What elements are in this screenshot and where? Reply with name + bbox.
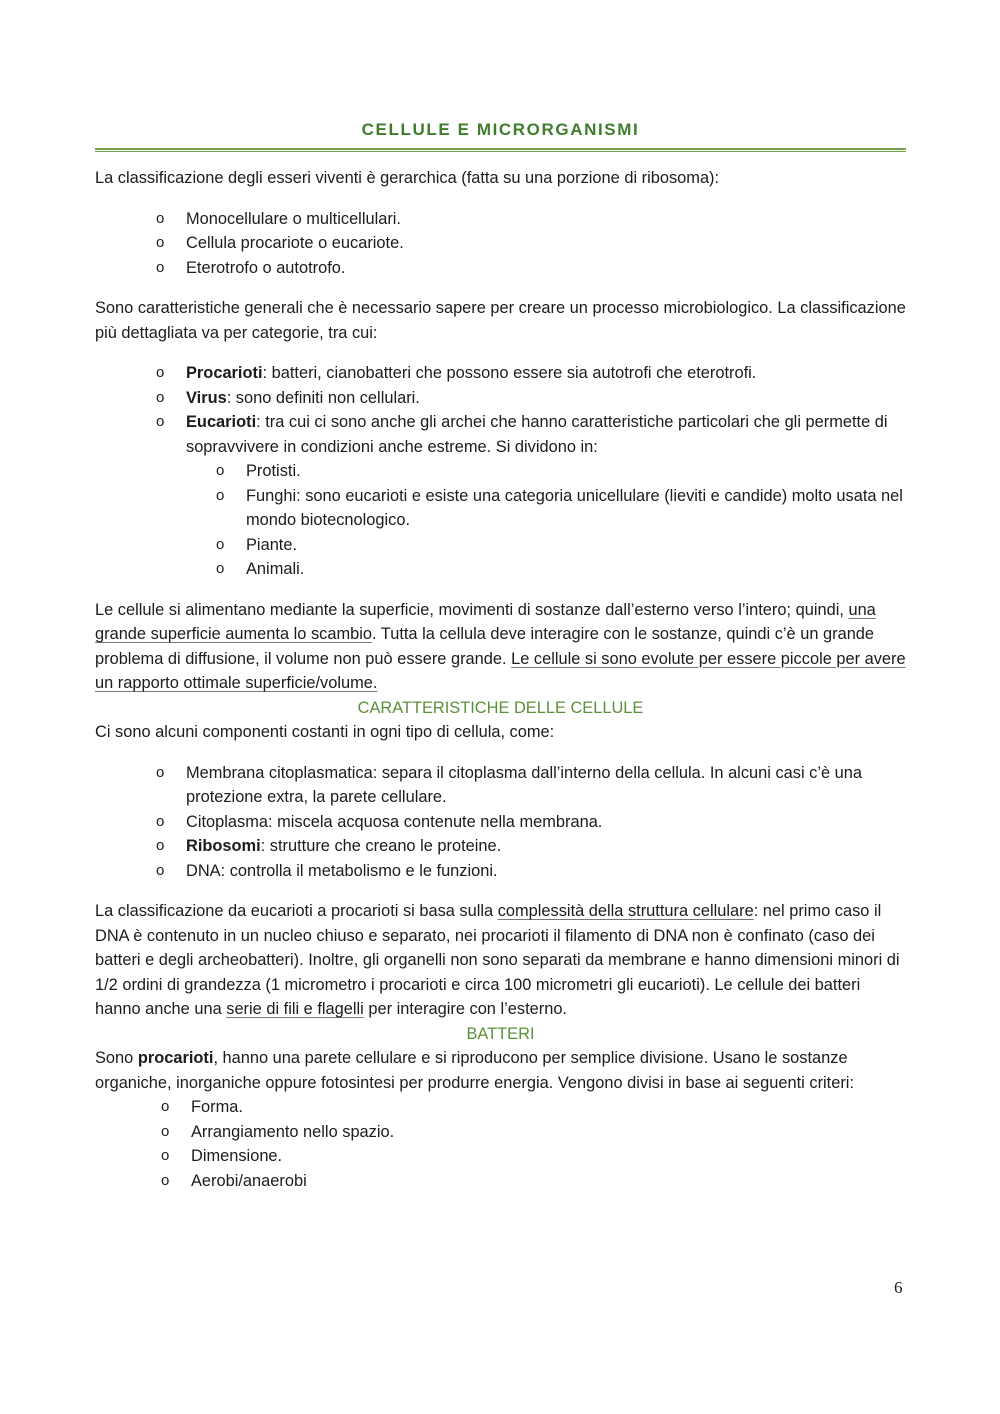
- underlined-text: complessità della struttura cellulare: [497, 902, 754, 920]
- list-item: o Forma.: [95, 1095, 906, 1120]
- underlined-text: serie di fili e flagelli: [226, 1000, 364, 1018]
- bullet-icon: o: [156, 812, 165, 830]
- bullet-icon: o: [216, 535, 225, 553]
- term-bold: Ribosomi: [186, 837, 261, 855]
- sub-list-item: o Piante.: [95, 533, 906, 558]
- list-item: o Ribosomi: strutture che creano le proteine.: [95, 834, 906, 859]
- title-divider: [95, 148, 906, 152]
- sub-list-item: o Funghi: sono eucarioti e esiste una categoria unicellulare (lieviti e candide) molto usata nel mondo biotecnologico.: [95, 484, 906, 533]
- term-bold: procarioti: [137, 1049, 214, 1067]
- categories-list: [95, 361, 906, 582]
- bullet-icon: o: [216, 486, 225, 504]
- bullet-icon: o: [161, 1171, 170, 1189]
- bullet-icon: o: [161, 1147, 170, 1164]
- section-heading: CARATTERISTICHE DELLE CELLULE: [357, 698, 644, 717]
- sub-list-item: o Animali.: [95, 557, 906, 582]
- categories-paragraph: Sono caratteristiche generali che è necessario sapere per creare un processo microbiologico. La classificazione più dettagliata va per categorie, tra cui:: [95, 299, 906, 342]
- bullet-icon: o: [216, 462, 225, 479]
- list-item: o Aerobi/anaerobi: [95, 1169, 906, 1194]
- components-paragraph: Ci sono alcuni componenti costanti in ogni tipo di cellula, come:: [95, 723, 555, 741]
- components-list: [95, 761, 906, 884]
- list-item: o Membrana citoplasmatica: separa il citoplasma dall’interno della cellula. In alcuni casi c’è una protezione extra, la parete cellulare.: [95, 761, 906, 810]
- bullet-icon: o: [161, 1122, 170, 1140]
- underlined-text: una grande superficie aumenta lo scambio: [95, 600, 876, 643]
- term-bold: Procarioti: [186, 364, 263, 382]
- list-item: o Cellula procariote o eucariote.: [95, 231, 906, 256]
- bacteria-paragraph: Sono procarioti, hanno una parete cellulare e si riproducono per semplice divisione. Usano le sostanze organiche, inorganiche oppure fotosintesi per produrre energia. Vengono divisi in base ai seguenti criteri:: [95, 1049, 854, 1092]
- list-item: o Dimensione.: [95, 1144, 906, 1169]
- classification-paragraph: La classificazione da eucarioti a procarioti si basa sulla complessità della struttura cellulare: nel primo caso il DNA è contenuto in un nucleo chiuso e separato, nei procarioti il filamento di DNA non è confinato (caso dei batteri e degli archeobatteri). Inoltre, gli organelli non sono separati da membrane e hanno dimensioni minori di 1/2 ordini di grandezza (1 micrometro i procarioti e circa 100 micrometri gli eucarioti). Le cellule dei batteri hanno anche una serie di fili e flagelli per interagire con l’esterno.: [95, 902, 900, 1018]
- bullet-icon: o: [156, 234, 165, 251]
- list-item: o Virus: sono definiti non cellulari.: [95, 386, 906, 411]
- underlined-text: Le cellule si sono evolute per essere piccole per avere un rapporto ottimale superficie/volume.: [95, 649, 906, 692]
- surface-paragraph: Le cellule si alimentano mediante la superficie, movimenti di sostanze dall’esterno verso l’intero; quindi, una grande superficie aumenta lo scambio. Tutta la cellula deve interagire con le sostanze, quindi c’è un grande problema di diffusione, il volume non può essere grande. Le cellule si sono evolute per essere piccole per avere un rapporto ottimale superficie/volume.: [95, 600, 906, 692]
- bullet-icon: o: [156, 837, 165, 854]
- term-bold: Eucarioti: [186, 413, 257, 431]
- list-item: o DNA: controlla il metabolismo e le funzioni.: [95, 859, 906, 884]
- classification-list: [95, 207, 906, 281]
- bullet-icon: o: [216, 560, 225, 577]
- page-number: 6: [894, 1278, 903, 1297]
- list-item: o Arrangiamento nello spazio.: [95, 1120, 906, 1145]
- list-item: o Procarioti: batteri, cianobatteri che possono essere sia autotrofi che eterotrofi.: [95, 361, 906, 386]
- criteria-list: [95, 1095, 906, 1193]
- page-title: CELLULE E MICRORGANISMI: [361, 120, 640, 139]
- list-item: o Eterotrofo o autotrofo.: [95, 256, 906, 281]
- bullet-icon: o: [156, 413, 165, 430]
- section-heading: BATTERI: [466, 1024, 535, 1043]
- bullet-icon: o: [156, 258, 165, 276]
- document-page: [95, 118, 906, 1193]
- list-item: o Citoplasma: miscela acquosa contenute nella membrana.: [95, 810, 906, 835]
- intro-paragraph: La classificazione degli esseri viventi è gerarchica (fatta su una porzione di ribosoma):: [95, 169, 720, 187]
- term-bold: Virus: [186, 388, 227, 407]
- bullet-icon: o: [156, 861, 165, 879]
- bullet-icon: o: [156, 388, 165, 406]
- sub-list-item: o Protisti.: [95, 459, 906, 484]
- bullet-icon: o: [156, 364, 165, 381]
- bullet-icon: o: [156, 763, 165, 781]
- list-item: o Monocellulare o multicellulari.: [95, 207, 906, 232]
- list-item: o Eucarioti: tra cui ci sono anche gli archei che hanno caratteristiche particolari che gli permette di sopravvivere in condizioni anche estreme. Si dividono in:: [95, 410, 906, 459]
- bullet-icon: o: [156, 209, 165, 227]
- bullet-icon: o: [161, 1098, 170, 1115]
